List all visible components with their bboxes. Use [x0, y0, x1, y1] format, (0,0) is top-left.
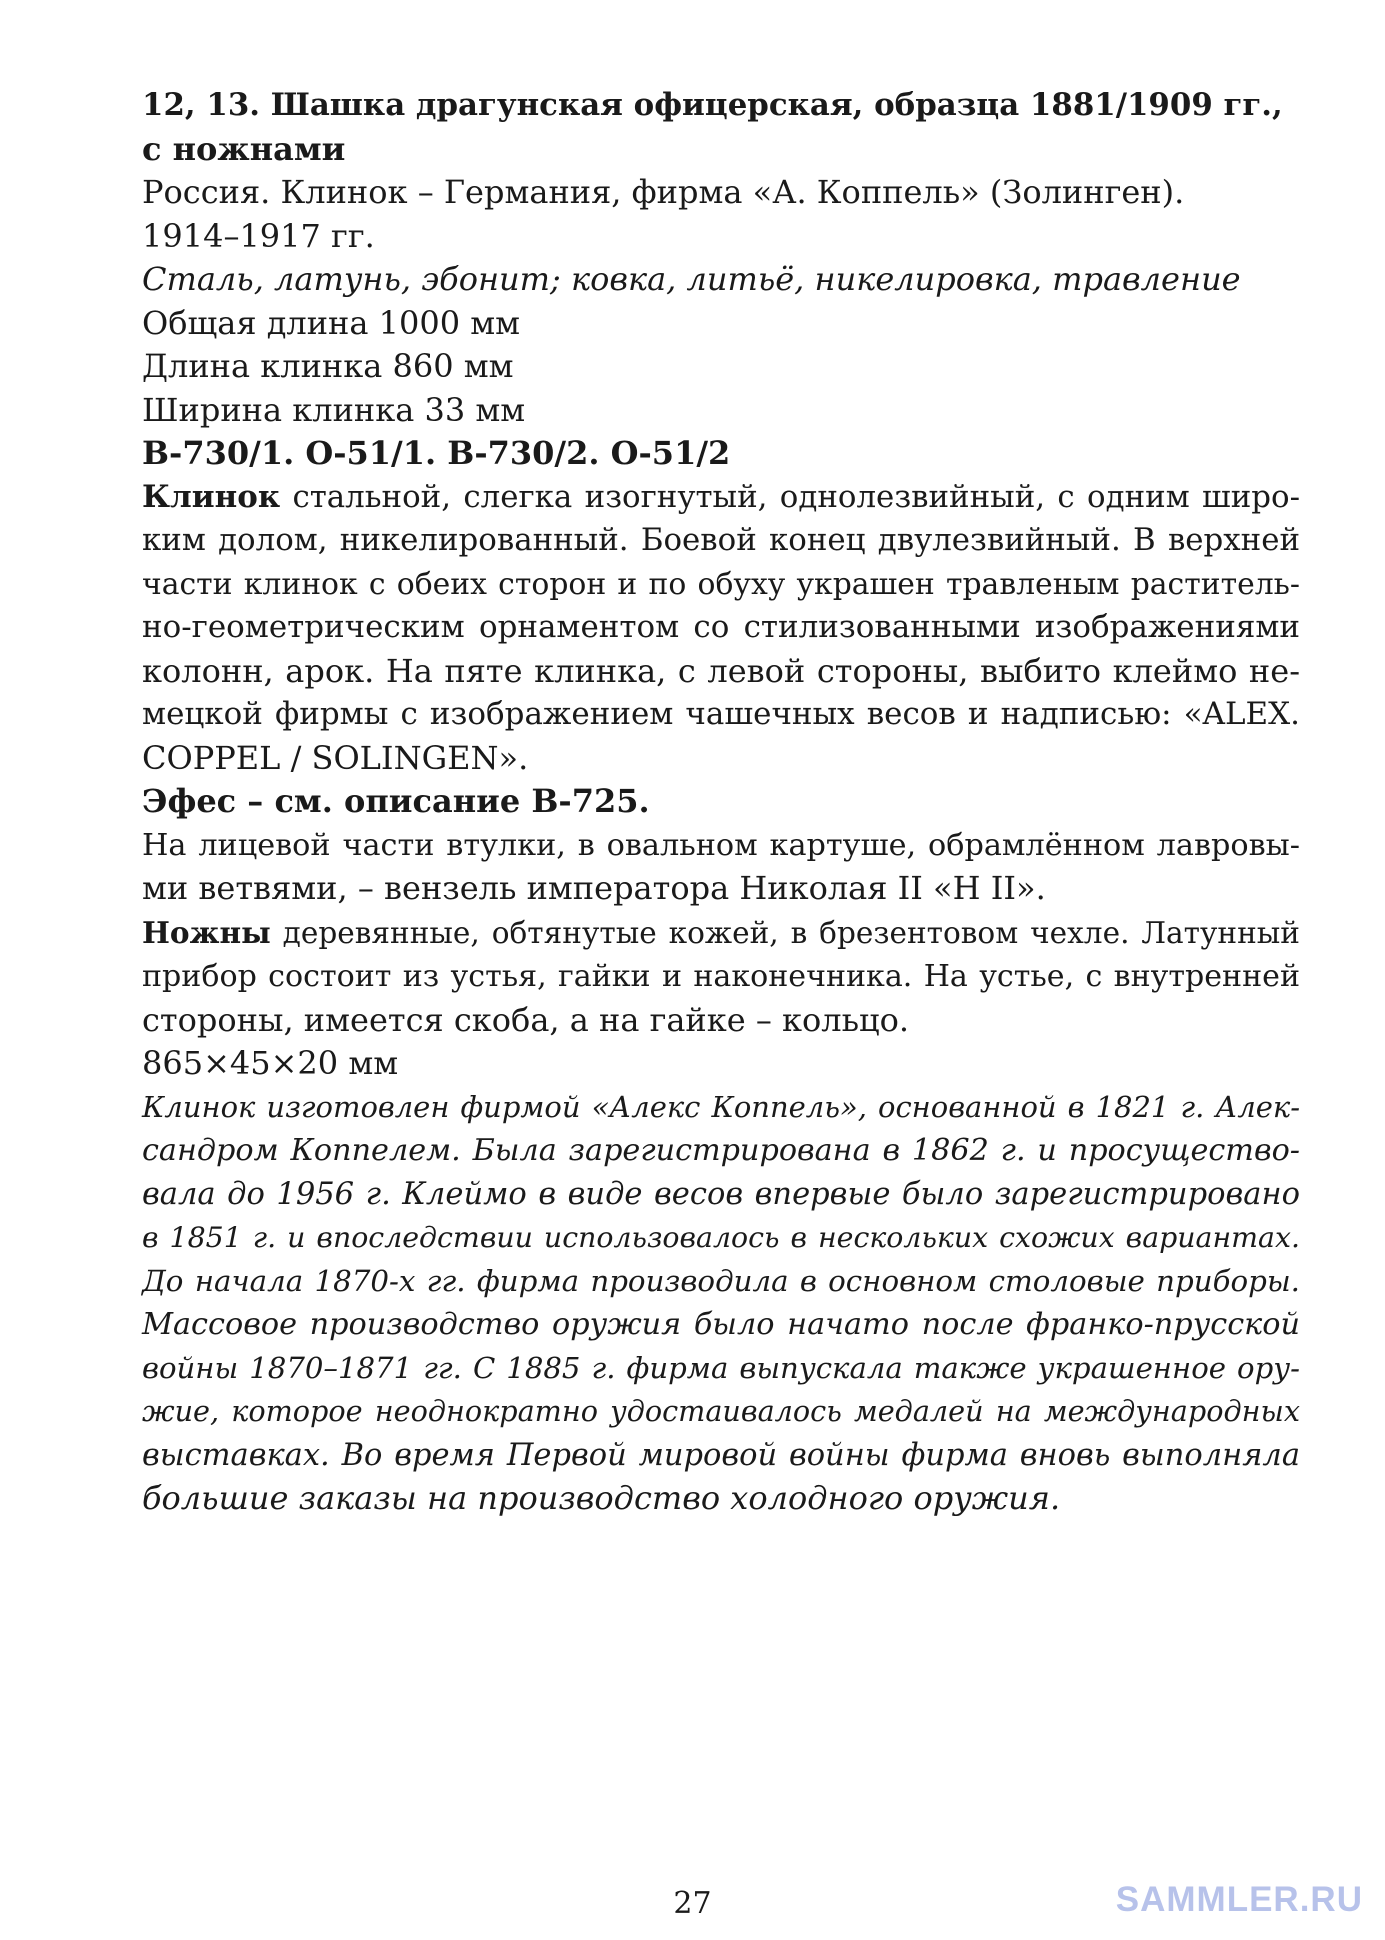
note-line-3: вала до 1956 г. Клеймо в виде весов впервые было зарегистрировано — [142, 1176, 1300, 1212]
blade-line-3: части клинок с обеих сторон и по обуху украшен травленым раститель- — [142, 566, 1300, 602]
blade-line-5: колонн, арок. На пяте клинка, с левой стороны, выбито клеймо не- — [142, 651, 1300, 690]
title-line-2: с ножнами — [142, 129, 346, 168]
scabbard-line-1 — [142, 911, 1300, 956]
dates-line: 1914–1917 гг. — [142, 216, 375, 255]
total-length-line: Общая длина 1000 мм — [142, 303, 521, 342]
dimensions-line: 865×45×20 мм — [142, 1044, 399, 1082]
blade-line-7: COPPEL / SOLINGEN». — [142, 738, 529, 777]
note-line-2: сандром Коппелем. Была зарегистрирована в 1862 г. и просущество- — [142, 1133, 1300, 1168]
origin-line: Россия. Клинок – Германия, фирма «А. Коппель» (Золинген). — [142, 173, 1185, 211]
blade-line-2: ким долом, никелированный. Боевой конец двулезвийный. В верхней — [142, 522, 1300, 558]
inventory-numbers: В-730/1. О-51/1. В-730/2. О-51/2 — [142, 434, 731, 472]
note-line-8: жие, которое неоднократно удостаивалось медалей на международных — [142, 1394, 1300, 1428]
note-line-6: Массовое производство оружия было начато после франко-прусской — [142, 1307, 1300, 1342]
document-body — [142, 84, 1300, 1521]
hilt-line-2: ми ветвями, – вензель императора Николая II «Н II». — [142, 869, 1046, 907]
hilt-heading: Эфес – см. описание В-725. — [142, 782, 650, 820]
title-line-1: 12, 13. Шашка драгунская офицерская, образца 1881/1909 гг., — [142, 87, 1283, 123]
note-line-5: До начала 1870-х гг. фирма производила в основном столовые приборы. — [142, 1263, 1300, 1298]
blade-line-4: но-геометрическим орнаментом со стилизованными изображениями — [142, 609, 1300, 645]
note-line-1: Клинок изготовлен фирмой «Алекс Коппель», основанной в 1821 г. Алек- — [142, 1089, 1300, 1124]
page-number: 27 — [673, 1886, 712, 1921]
blade-line-6: мецкой фирмы с изображением чашечных весов и надписью: «ALEX. — [142, 696, 1300, 732]
blade-label: Клинок — [142, 478, 281, 515]
blade-length-line: Длина клинка 860 мм — [142, 347, 514, 385]
hilt-line-1: На лицевой части втулки, в овальном картуше, обрамлённом лавровы- — [142, 827, 1300, 863]
note-line-9: выставках. Во время Первой мировой войны фирма вновь выполняла — [142, 1437, 1300, 1473]
note-line-10: большие заказы на производство холодного оружия. — [142, 1479, 1061, 1517]
scabbard-line-3: стороны, имеется скоба, а на гайке – кольцо. — [142, 1000, 910, 1039]
note-line-4: в 1851 г. и впоследствии использовалось в нескольких схожих вариантах. — [142, 1221, 1300, 1254]
note-line-7: войны 1870–1871 гг. С 1885 г. фирма выпускала также украшенное ору- — [142, 1350, 1300, 1385]
scabbard-text-1: деревянные, обтянутые кожей, в брезентовом чехле. Латунный — [270, 915, 1300, 950]
blade-width-line: Ширина клинка 33 мм — [142, 390, 526, 429]
watermark: SAMMLER.RU — [1115, 1880, 1363, 1919]
scabbard-line-2: прибор состоит из устья, гайки и наконечника. На устье, с внутренней — [142, 959, 1300, 994]
scabbard-label: Ножны — [142, 914, 271, 950]
blade-line-1 — [142, 476, 1300, 520]
materials-line: Сталь, латунь, эбонит; ковка, литьё, никелировка, травление — [142, 260, 1241, 298]
blade-text-1: стальной, слегка изогнутый, однолезвийный, с одним широ- — [280, 478, 1300, 515]
